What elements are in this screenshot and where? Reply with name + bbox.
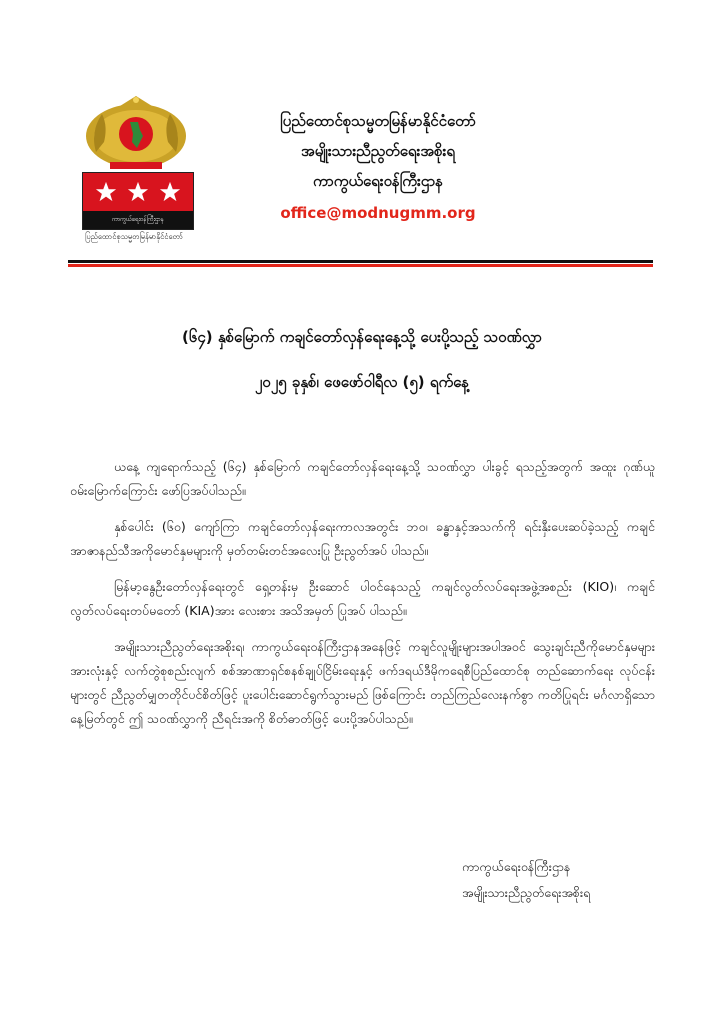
divider-black <box>68 260 653 263</box>
signature-ministry: ကာကွယ်ရေးဝန်ကြီးဌာန <box>462 859 571 874</box>
divider-red <box>68 264 653 267</box>
star-icon <box>127 181 149 203</box>
star-icon <box>159 181 181 203</box>
letterhead-line-ministry: ကာကွယ်ရေးဝန်ကြီးဌာန <box>312 172 444 190</box>
flag-caption: ကာကွယ်ရေးဝန်ကြီးဌာန <box>83 211 193 229</box>
state-emblem-icon <box>80 92 192 172</box>
body-paragraph: နှစ်ပေါင်း (၆၀) ကျော်ကြာ ကချင်တော်လှန်ရေးကာလအတွင်း ဘဝ၊ ခန္ဓာနှင့်အသက်ကို ရင်းနှီးပေးဆပ်ခဲ့သည့် ကချင်အာဇာနည်သီအကိုမောင်နှမများကို မှတ်တမ်းတင်အလေးပြု ဦးညွတ်အပ် ပါသည်။ <box>70 519 655 558</box>
letterhead-line-government: အမျိုးသားညီညွတ်ရေးအစိုးရ <box>301 142 455 160</box>
flag-red-band <box>83 173 193 211</box>
letter-title: (၆၄) နှစ်မြောက် ကချင်တော်လှန်ရေးနေ့သို့ ပေးပို့သည့် သဝဏ်လွှာ <box>182 328 542 346</box>
logo-caption: ပြည်ထောင်စုသမ္မတမြန်မာနိုင်ငံတော် <box>85 232 183 241</box>
ministry-logo <box>60 92 208 252</box>
letterhead-text <box>228 106 528 228</box>
letter-body <box>70 455 655 743</box>
body-paragraph: အမျိုးသားညီညွတ်ရေးအစိုးရ၊ ကာကွယ်ရေးဝန်ကြီးဌာနအနေဖြင့် ကချင်လူမျိုးများအပါအဝင် သွေးချင်းညီကိုမောင်နှမများအားလုံးနှင့် လက်တွဲစုစည်းလျက် စစ်အာဏာရှင်စနစ်ချုပ်ငြိမ်းရေးနှင့် ဖက်ဒရယ်ဒီမိုကရေစီပြည်ထောင်စု တည်ဆောက်ရေး လုပ်ငန်းများတွင် ညီညွတ်မျှတတိုင်ပင်စိတ်ဖြင့် ပူးပေါင်းဆောင်ရွက်သွားမည် ဖြစ်ကြောင်း တည်ကြည်လေးနက်စွာ ကတိပြုရင်း မင်္ဂလာရှိသော နေ့မြတ်တွင် ဤ သဝဏ်လွှာကို ညီရင်းအကို စိတ်ဓာတ်ဖြင့် ပေးပို့အပ်ပါသည်။ <box>70 639 655 726</box>
body-paragraph: ယနေ့ ကျရောက်သည့် (၆၄) နှစ်မြောက် ကချင်တော်လှန်ရေးနေ့သို့ သဝဏ်လွှာ ပါးခွင့် ရသည့်အတွက် အထူး ဂုဏ်ယူဝမ်းမြောက်ကြောင်း ဖော်ပြအပ်ပါသည်။ <box>70 459 655 498</box>
letterhead-line-country: ပြည်ထောင်စုသမ္မတမြန်မာနိုင်ငံတော် <box>280 112 476 130</box>
body-paragraph: မြန်မာ့နွေဦးတော်လှန်ရေးတွင် ရှေ့တန်းမှ ဦးဆောင် ပါဝင်နေသည့် ကချင်လွတ်လပ်ရေးအဖွဲ့အစည်း (KIO)၊ ကချင်လွတ်လပ်ရေးတပ်မတော် (KIA)အား လေးစား အသိအမှတ် ပြုအပ် ပါသည်။ <box>70 579 655 618</box>
letterhead-email: office@modnugmm.org <box>280 204 476 222</box>
signature-block <box>462 854 662 906</box>
signature-government: အမျိုးသားညီညွတ်ရေးအစိုးရ <box>462 885 591 900</box>
star-icon <box>95 181 117 203</box>
ministry-flag <box>82 172 194 230</box>
letter-date: ၂၀၂၅ ခုနှစ်၊ ဖေဖော်ဝါရီလ (၅) ရက်နေ့ <box>254 373 470 391</box>
